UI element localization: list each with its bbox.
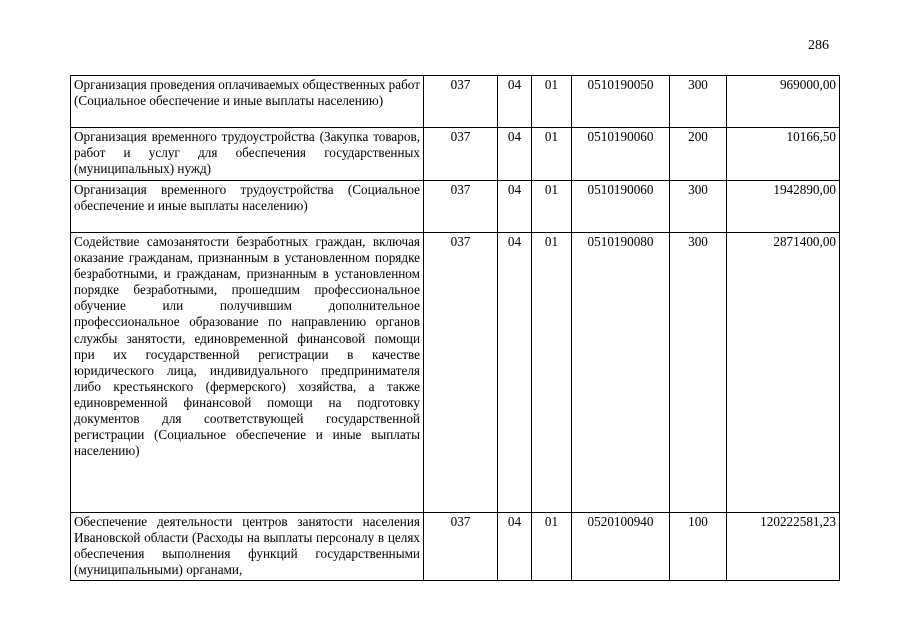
subsection-code: 01 [532, 128, 572, 181]
target-code: 0520100940 [572, 513, 670, 581]
target-code: 0510190060 [572, 181, 670, 233]
section-code: 04 [498, 128, 532, 181]
amount: 969000,00 [727, 76, 840, 128]
table-row [71, 513, 840, 581]
amount: 1942890,00 [727, 181, 840, 233]
row-description: Содействие самозанятости безработных граждан, включая оказание гражданам, признанным в установленном порядке безработными, и гражданам, признанным в установленном порядке безработными, прошедшим профессиональное обучение или получившим дополнительное профессиональное образование по направлению органов службы занятости, единовременной финансовой помощи при их государственной регистрации в качестве юридического лица, индивидуального предпринимателя либо крестьянского (фермерского) хозяйства, а также единовременной финансовой помощи на подготовку документов для соответствующей государственной регистрации (Социальное обеспечение и иные выплаты населению) [71, 233, 424, 513]
row-description: Обеспечение деятельности центров занятости населения Ивановской области (Расходы на выплаты персоналу в целях обеспечения выполнения функций государственными (муниципальными) органами, [71, 513, 424, 581]
target-code: 0510190050 [572, 76, 670, 128]
row-description: Организация проведения оплачиваемых общественных работ (Социальное обеспечение и иные выплаты населению) [71, 76, 424, 128]
table-row [71, 128, 840, 181]
section-code: 04 [498, 181, 532, 233]
budget-table [70, 75, 840, 581]
admin-code: 037 [424, 233, 498, 513]
section-code: 04 [498, 513, 532, 581]
amount: 10166,50 [727, 128, 840, 181]
subsection-code: 01 [532, 513, 572, 581]
expense-type-code: 100 [670, 513, 727, 581]
expense-type-code: 300 [670, 76, 727, 128]
target-code: 0510190080 [572, 233, 670, 513]
row-description: Организация временного трудоустройства (Социальное обеспечение и иные выплаты населению) [71, 181, 424, 233]
row-description: Организация временного трудоустройства (Закупка товаров, работ и услуг для обеспечения государственных (муниципальных) нужд) [71, 128, 424, 181]
table-row [71, 181, 840, 233]
section-code: 04 [498, 76, 532, 128]
section-code: 04 [498, 233, 532, 513]
subsection-code: 01 [532, 233, 572, 513]
target-code: 0510190060 [572, 128, 670, 181]
admin-code: 037 [424, 513, 498, 581]
amount: 2871400,00 [727, 233, 840, 513]
page-number: 286 [808, 38, 829, 53]
admin-code: 037 [424, 128, 498, 181]
expense-type-code: 300 [670, 181, 727, 233]
admin-code: 037 [424, 181, 498, 233]
expense-type-code: 200 [670, 128, 727, 181]
expense-type-code: 300 [670, 233, 727, 513]
subsection-code: 01 [532, 181, 572, 233]
subsection-code: 01 [532, 76, 572, 128]
admin-code: 037 [424, 76, 498, 128]
amount: 120222581,23 [727, 513, 840, 581]
table-row [71, 233, 840, 513]
table-row [71, 76, 840, 128]
